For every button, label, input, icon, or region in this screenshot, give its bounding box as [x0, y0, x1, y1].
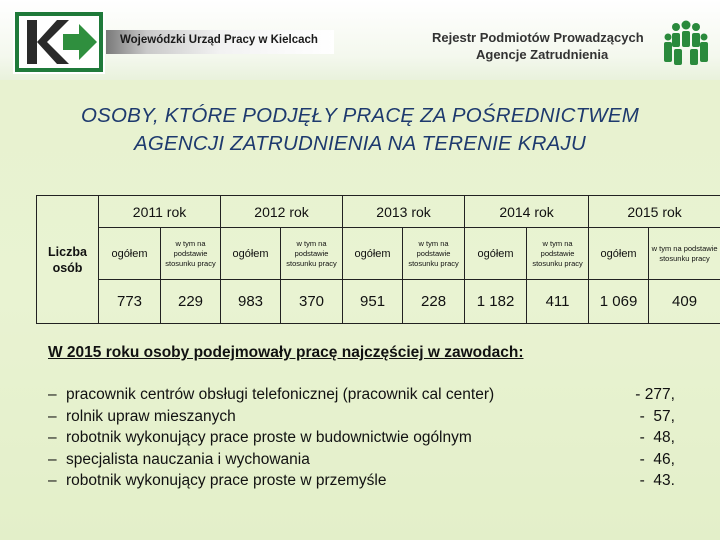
bullet-dash: – [48, 450, 57, 468]
row-header-line1: Liczba [48, 244, 87, 259]
basis-2012: 370 [281, 280, 343, 324]
bullet-dash: – [48, 472, 57, 489]
occupation-count: - 277, [631, 386, 675, 403]
header [0, 0, 720, 80]
list-item [48, 449, 688, 471]
sub-total-2015: ogółem [589, 228, 649, 280]
page-title-line2: AGENCJI ZATRUDNIENIA NA TERENIE KRAJU [134, 132, 586, 155]
occupation-name: rolnik upraw mieszanych [66, 407, 236, 425]
list-item [48, 470, 688, 492]
sub-basis-2015: w tym na podstawie stosunku pracy [649, 228, 720, 280]
sub-basis-2014: w tym na podstawie stosunku pracy [527, 228, 589, 280]
sub-basis-2013: w tym na podstawie stosunku pracy [403, 228, 465, 280]
occupation-name: robotnik wykonujący prace proste w przemyśle [66, 472, 387, 489]
total-2011: 773 [99, 280, 161, 324]
row-header-line2: osób [52, 260, 83, 275]
occupations-heading: W 2015 roku osoby podejmowały pracę najczęściej w zawodach: [48, 344, 524, 361]
total-2015: 1 069 [589, 280, 649, 324]
wup-logo [13, 10, 105, 74]
sub-basis-2012: w tym na podstawie stosunku pracy [281, 228, 343, 280]
basis-2011: 229 [161, 280, 221, 324]
org-name: Wojewódzki Urząd Pracy w Kielcach [120, 34, 318, 46]
occupation-count: - 48, [631, 429, 675, 446]
sub-basis-2011: w tym na podstawie stosunku pracy [161, 228, 221, 280]
bullet-dash: – [48, 386, 57, 403]
employment-table [36, 195, 720, 324]
occupation-name: specjalista nauczania i wychowania [66, 450, 310, 468]
sub-total-2014: ogółem [465, 228, 527, 280]
basis-2014: 411 [527, 280, 589, 324]
list-item [48, 427, 688, 449]
year-2014: 2014 rok [465, 196, 589, 228]
registry-title-line2: Agencje Zatrudnienia [476, 47, 609, 62]
year-2013: 2013 rok [343, 196, 465, 228]
occupations-list [48, 384, 688, 492]
occupation-name: robotnik wykonujący prace proste w budownictwie ogólnym [66, 429, 472, 446]
total-2012: 983 [221, 280, 281, 324]
registry-title-line1: Rejestr Podmiotów Prowadzących [432, 30, 644, 45]
sub-total-2013: ogółem [343, 228, 403, 280]
sub-total-2011: ogółem [99, 228, 161, 280]
sub-total-2012: ogółem [221, 228, 281, 280]
basis-2015: 409 [649, 280, 720, 324]
registry-title [432, 29, 644, 63]
year-2011: 2011 rok [99, 196, 221, 228]
list-item [48, 406, 688, 428]
page-title [20, 102, 700, 158]
bullet-dash: – [48, 407, 57, 425]
values-row [37, 280, 720, 324]
occupation-count: - 43. [631, 472, 675, 489]
year-2015: 2015 rok [589, 196, 720, 228]
row-header [37, 196, 99, 324]
basis-2013: 228 [403, 280, 465, 324]
subheader-row [37, 228, 720, 280]
year-row [37, 196, 720, 228]
occupation-name: pracownik centrów obsługi telefonicznej (pracownik cal center) [66, 386, 495, 403]
page-title-line1: OSOBY, KTÓRE PODJĘŁY PRACĘ ZA POŚREDNICTWEM [80, 104, 640, 127]
people-icon [660, 18, 712, 70]
list-item [48, 384, 688, 406]
total-2014: 1 182 [465, 280, 527, 324]
bullet-dash: – [48, 429, 57, 446]
total-2013: 951 [343, 280, 403, 324]
occupation-count: - 46, [631, 450, 675, 468]
year-2012: 2012 rok [221, 196, 343, 228]
occupation-count: - 57, [631, 407, 675, 425]
